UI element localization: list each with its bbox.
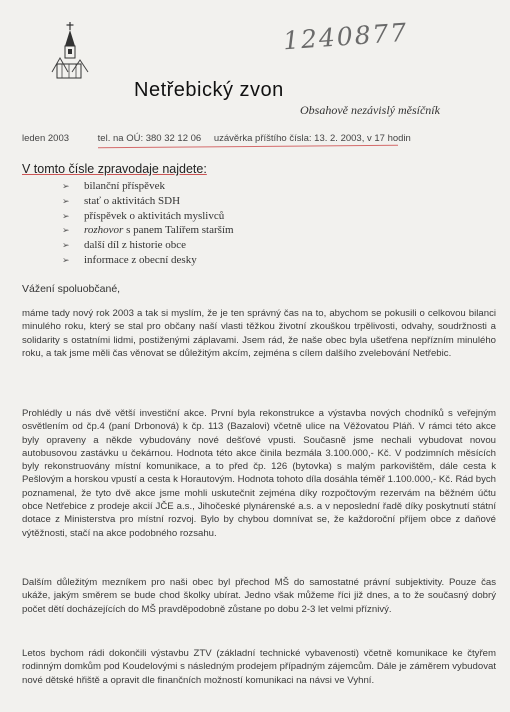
- arrow-bullet-icon: ➢: [62, 182, 70, 192]
- contents-item: ➢ rozhovor s panem Talířem starším: [62, 223, 234, 238]
- red-underline-mark: [98, 145, 398, 149]
- arrow-bullet-icon: ➢: [62, 211, 70, 222]
- contents-item: ➢ další díl z historie obce: [62, 238, 234, 253]
- contents-heading: V tomto čísle zpravodaje najdete:: [22, 162, 207, 176]
- body-paragraph: Dalším důležitým mezníkem pro naši obec byl přechod MŠ do samostatné právní subjektivity. Pouze čas ukáže, jakým směrem se bude chod školky ubírat. Jedno však můžeme říci již dnes, a to že současný dobrý počet dětí docházejících do MŠ pravděpodobně zůstane po dobu 2-3 let velmi příznivý.: [22, 577, 496, 615]
- church-logo-icon: [48, 20, 92, 80]
- arrow-bullet-icon: ➢: [62, 241, 70, 252]
- newsletter-title: Netřebický zvon: [134, 79, 284, 101]
- newsletter-subtitle: Obsahově nezávislý měsíčník: [300, 103, 440, 117]
- arrow-bullet-icon: ➢: [62, 196, 70, 207]
- handwritten-number: 1240877: [282, 17, 410, 56]
- contents-item: ➢ příspěvek o aktivitách myslivců: [62, 209, 234, 224]
- arrow-bullet-icon: ➢: [62, 255, 70, 266]
- greeting: Vážení spoluobčané,: [22, 283, 121, 295]
- arrow-bullet-icon: ➢: [62, 226, 70, 237]
- issue-date: leden 2003: [22, 133, 70, 144]
- body-paragraph: Letos bychom rádi dokončili výstavbu ZTV (základní technické vybavenosti) včetně komunikace ke čtyřem rodinným domkům pod Koudelovými s následným prodejem případným zájemcům. Dále je záměrem vybudovat nové dětské hřiště a opravit dle finančních možností komunikaci na návsi ve Vyhní.: [22, 648, 496, 686]
- contents-item: ➢ bilanční příspěvek: [62, 179, 234, 194]
- contents-item: ➢ stať o aktivitách SDH: [62, 194, 234, 209]
- contents-list: [62, 179, 234, 268]
- contents-item: ➢ informace z obecní desky: [62, 253, 234, 268]
- body-paragraph: máme tady nový rok 2003 a tak si myslím, že je ten správný čas na to, abychom se pokusili o celkovou bilanci minulého roku, který se stal pro občany naší vlasti těžkou životní zkouškou trpělivosti, odvahy, soudržnosti a solidarity s ostatními lidmi, postiženými záplavami. Jsem rád, že naše obec byla ušetřena nepřízním minulého roku, a tak jsme měli čas věnovat se důležitým akcím, zejména s cílem dalšího zvelebování Netřebic.: [22, 308, 496, 359]
- issue-info-line: [22, 133, 502, 144]
- next-issue-deadline: uzávěrka příštího čísla: 13. 2. 2003, v 17 hodin: [213, 133, 411, 144]
- office-phone: tel. na OÚ: 380 32 12 06: [97, 133, 202, 144]
- body-paragraph: Prohlédly u nás dvě větší investiční akce. První byla rekonstrukce a výstavba nových chodníků s veřejným osvětlením od čp.4 (paní Drbonová) k čp. 113 (Bazalovi) včetně ulice na Věžovatou Pláň. V rámci této akce byly opraveny a někde vybudovány nové dešťové vpusti. Současně jsme nechali vybudovat novou autobusovou zastávku u čekárnou. Hodnota této akce činila bezmála 3.100.000,- Kč. V podzimních měsících byly rekonstruovány místní komunikace, a to před čp. 126 (bytovka) s malým parkovištěm, dále cesta k Pešlovým a horskou vpustí a cesta k Horautovým. Hodnota tohoto díla dosáhla téměř 1.100.000,- Kč. Rád bych poznamenal, že tyto dvě akce jsme mohli uskutečnit zejména díky rozpočtovým rezervám na běžném účtu obce Netřebice z prodeje akcií JČE a.s., Jihočeské plynárenské a.s. a v neposlední řadě díky poskytnutí státní dotace z Ministerstva pro místní rozvoj. Bylo by chybou domnívat se, že každoroční příjem obce z daňové výtěžnosti, stačí na akce podobného rozsahu.: [22, 408, 496, 539]
